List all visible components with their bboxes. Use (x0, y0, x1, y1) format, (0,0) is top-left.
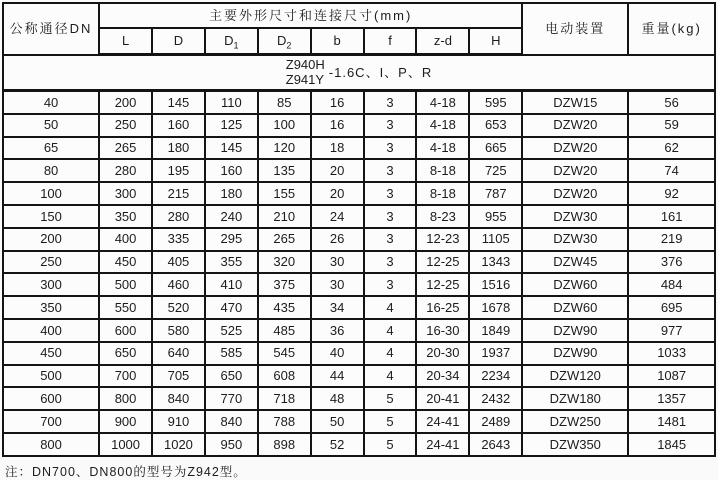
cell-l: 650 (99, 342, 152, 365)
cell-d2: 545 (258, 342, 311, 365)
col-header-d2: $D_2$ (258, 28, 311, 55)
cell-z-d: 16-30 (416, 319, 469, 342)
cell-d1: 240 (205, 205, 258, 228)
table-row (3, 296, 715, 319)
table-row (3, 182, 715, 205)
col-header-f: f (364, 28, 417, 55)
cell-d2: 435 (258, 296, 311, 319)
cell-d1: 125 (205, 114, 258, 137)
cell-weight: 74 (628, 159, 715, 182)
cell-d: 910 (152, 410, 205, 433)
cell-b: 16 (311, 91, 364, 114)
cell-actuator: DZW15 (522, 91, 628, 114)
cell-actuator: DZW20 (522, 114, 628, 137)
cell-d1: 295 (205, 228, 258, 251)
model-code-top: Z940H (285, 56, 325, 72)
cell-dn: 350 (3, 296, 99, 319)
cell-b: 16 (311, 114, 364, 137)
model-designation-row (3, 55, 715, 91)
footnote: 注：DN700、DN800的型号为Z942型。 (5, 464, 247, 479)
cell-d: 145 (152, 91, 205, 114)
cell-b: 50 (311, 410, 364, 433)
table-row (3, 273, 715, 296)
cell-z-d: 20-41 (416, 387, 469, 410)
cell-f: 4 (364, 319, 417, 342)
cell-d1: 180 (205, 182, 258, 205)
cell-h: 1516 (469, 273, 522, 296)
cell-l: 900 (99, 410, 152, 433)
cell-l: 500 (99, 273, 152, 296)
cell-f: 3 (364, 137, 417, 160)
cell-weight: 695 (628, 296, 715, 319)
cell-dn: 600 (3, 387, 99, 410)
cell-d2: 608 (258, 365, 311, 388)
cell-d2: 210 (258, 205, 311, 228)
cell-b: 20 (311, 159, 364, 182)
cell-weight: 484 (628, 273, 715, 296)
table-row (3, 228, 715, 251)
model-code-bottom: Z941Y (285, 71, 325, 87)
cell-d1: 770 (205, 387, 258, 410)
cell-d1: 110 (205, 91, 258, 114)
cell-d: 580 (152, 319, 205, 342)
cell-f: 4 (364, 365, 417, 388)
cell-d2: 898 (258, 433, 311, 456)
cell-d: 180 (152, 137, 205, 160)
cell-z-d: 24-41 (416, 410, 469, 433)
col-header-z-d: z-d (416, 28, 469, 55)
cell-d1: 410 (205, 273, 258, 296)
cell-dn: 700 (3, 410, 99, 433)
cell-z-d: 12-25 (416, 273, 469, 296)
cell-l: 600 (99, 319, 152, 342)
cell-h: 595 (469, 91, 522, 114)
cell-d2: 100 (258, 114, 311, 137)
cell-dn: 200 (3, 228, 99, 251)
cell-d: 460 (152, 273, 205, 296)
cell-l: 800 (99, 387, 152, 410)
cell-h: 665 (469, 137, 522, 160)
cell-d1: 650 (205, 365, 258, 388)
cell-h: 2432 (469, 387, 522, 410)
cell-d: 405 (152, 251, 205, 274)
cell-weight: 977 (628, 319, 715, 342)
cell-weight: 161 (628, 205, 715, 228)
cell-l: 450 (99, 251, 152, 274)
cell-d2: 155 (258, 182, 311, 205)
cell-f: 5 (364, 433, 417, 456)
col-header-actuator: 电动装置 (522, 3, 628, 55)
cell-dn: 65 (3, 137, 99, 160)
cell-h: 1678 (469, 296, 522, 319)
cell-b: 30 (311, 273, 364, 296)
model-codes (286, 58, 325, 88)
col-header-weight: 重量(kg) (628, 3, 715, 55)
cell-dn: 400 (3, 319, 99, 342)
cell-d1: 525 (205, 319, 258, 342)
cell-l: 1000 (99, 433, 152, 456)
cell-d: 195 (152, 159, 205, 182)
cell-d2: 375 (258, 273, 311, 296)
cell-d: 520 (152, 296, 205, 319)
cell-b: 44 (311, 365, 364, 388)
cell-h: 1343 (469, 251, 522, 274)
cell-z-d: 4-18 (416, 114, 469, 137)
cell-actuator: DZW180 (522, 387, 628, 410)
cell-l: 200 (99, 91, 152, 114)
cell-h: 787 (469, 182, 522, 205)
cell-f: 3 (364, 228, 417, 251)
cell-d: 160 (152, 114, 205, 137)
cell-actuator: DZW20 (522, 159, 628, 182)
table-row (3, 342, 715, 365)
table-row (3, 114, 715, 137)
cell-actuator: DZW30 (522, 228, 628, 251)
cell-d: 640 (152, 342, 205, 365)
cell-dn: 300 (3, 273, 99, 296)
col-header-h: H (469, 28, 522, 55)
cell-dn: 50 (3, 114, 99, 137)
cell-z-d: 16-25 (416, 296, 469, 319)
cell-b: 52 (311, 433, 364, 456)
cell-weight: 62 (628, 137, 715, 160)
col-header-d: D (152, 28, 205, 55)
cell-l: 550 (99, 296, 152, 319)
cell-b: 34 (311, 296, 364, 319)
model-designation (286, 58, 433, 88)
cell-d: 335 (152, 228, 205, 251)
cell-d2: 788 (258, 410, 311, 433)
cell-f: 3 (364, 251, 417, 274)
cell-weight: 59 (628, 114, 715, 137)
cell-weight: 376 (628, 251, 715, 274)
table-row (3, 365, 715, 388)
col-group-dimensions: 主要外形尺寸和连接尺寸(mm) (99, 3, 522, 28)
cell-weight: 1357 (628, 387, 715, 410)
cell-weight: 1033 (628, 342, 715, 365)
model-suffix: -1.6C、I、P、R (328, 64, 433, 80)
cell-d1: 355 (205, 251, 258, 274)
cell-h: 2489 (469, 410, 522, 433)
cell-actuator: DZW250 (522, 410, 628, 433)
cell-dn: 150 (3, 205, 99, 228)
valve-dimensions-table (2, 2, 716, 457)
cell-f: 3 (364, 159, 417, 182)
cell-z-d: 12-23 (416, 228, 469, 251)
cell-b: 24 (311, 205, 364, 228)
cell-l: 300 (99, 182, 152, 205)
cell-d: 705 (152, 365, 205, 388)
cell-b: 40 (311, 342, 364, 365)
cell-dn: 100 (3, 182, 99, 205)
cell-z-d: 12-25 (416, 251, 469, 274)
model-designation-cell (3, 55, 715, 91)
cell-f: 3 (364, 182, 417, 205)
cell-f: 3 (364, 273, 417, 296)
col-header-dn: 公称通径DN (3, 3, 99, 55)
table-row (3, 387, 715, 410)
cell-d2: 718 (258, 387, 311, 410)
cell-dn: 450 (3, 342, 99, 365)
table-row (3, 137, 715, 160)
cell-d: 215 (152, 182, 205, 205)
cell-f: 3 (364, 114, 417, 137)
cell-actuator: DZW30 (522, 205, 628, 228)
cell-d1: 950 (205, 433, 258, 456)
table-row (3, 91, 715, 114)
cell-f: 5 (364, 410, 417, 433)
cell-h: 2643 (469, 433, 522, 456)
cell-actuator: DZW45 (522, 251, 628, 274)
cell-z-d: 4-18 (416, 91, 469, 114)
cell-b: 48 (311, 387, 364, 410)
cell-weight: 1481 (628, 410, 715, 433)
cell-d2: 485 (258, 319, 311, 342)
cell-d2: 120 (258, 137, 311, 160)
cell-z-d: 8-18 (416, 159, 469, 182)
cell-weight: 56 (628, 91, 715, 114)
cell-z-d: 24-41 (416, 433, 469, 456)
cell-h: 1937 (469, 342, 522, 365)
cell-d: 840 (152, 387, 205, 410)
cell-dn: 40 (3, 91, 99, 114)
cell-actuator: DZW120 (522, 365, 628, 388)
cell-f: 4 (364, 296, 417, 319)
cell-l: 400 (99, 228, 152, 251)
cell-d: 280 (152, 205, 205, 228)
cell-dn: 500 (3, 365, 99, 388)
cell-actuator: DZW90 (522, 342, 628, 365)
cell-z-d: 8-23 (416, 205, 469, 228)
cell-b: 18 (311, 137, 364, 160)
cell-d1: 470 (205, 296, 258, 319)
cell-d2: 320 (258, 251, 311, 274)
cell-d2: 135 (258, 159, 311, 182)
cell-d2: 85 (258, 91, 311, 114)
cell-l: 265 (99, 137, 152, 160)
cell-h: 955 (469, 205, 522, 228)
cell-b: 36 (311, 319, 364, 342)
cell-d1: 585 (205, 342, 258, 365)
cell-actuator: DZW90 (522, 319, 628, 342)
table-row (3, 251, 715, 274)
cell-h: 1105 (469, 228, 522, 251)
cell-l: 700 (99, 365, 152, 388)
cell-weight: 1845 (628, 433, 715, 456)
cell-f: 3 (364, 205, 417, 228)
table-row (3, 205, 715, 228)
cell-d1: 840 (205, 410, 258, 433)
cell-z-d: 20-30 (416, 342, 469, 365)
cell-actuator: DZW350 (522, 433, 628, 456)
cell-z-d: 20-34 (416, 365, 469, 388)
col-header-d1: $D_1$ (205, 28, 258, 55)
table-row (3, 410, 715, 433)
cell-f: 5 (364, 387, 417, 410)
cell-weight: 219 (628, 228, 715, 251)
table-row (3, 159, 715, 182)
cell-actuator: DZW60 (522, 296, 628, 319)
cell-l: 250 (99, 114, 152, 137)
table-row (3, 433, 715, 456)
cell-f: 3 (364, 91, 417, 114)
col-header-b: b (311, 28, 364, 55)
cell-d2: 265 (258, 228, 311, 251)
cell-h: 725 (469, 159, 522, 182)
cell-dn: 80 (3, 159, 99, 182)
cell-z-d: 4-18 (416, 137, 469, 160)
cell-dn: 250 (3, 251, 99, 274)
cell-l: 280 (99, 159, 152, 182)
cell-b: 26 (311, 228, 364, 251)
cell-weight: 1087 (628, 365, 715, 388)
cell-l: 350 (99, 205, 152, 228)
cell-z-d: 8-18 (416, 182, 469, 205)
cell-h: 653 (469, 114, 522, 137)
cell-f: 4 (364, 342, 417, 365)
cell-h: 2234 (469, 365, 522, 388)
cell-d1: 160 (205, 159, 258, 182)
cell-actuator: DZW20 (522, 137, 628, 160)
cell-actuator: DZW60 (522, 273, 628, 296)
table-row (3, 319, 715, 342)
cell-actuator: DZW20 (522, 182, 628, 205)
cell-b: 30 (311, 251, 364, 274)
col-header-l: L (99, 28, 152, 55)
cell-b: 20 (311, 182, 364, 205)
cell-dn: 800 (3, 433, 99, 456)
cell-d: 1020 (152, 433, 205, 456)
cell-h: 1849 (469, 319, 522, 342)
cell-weight: 92 (628, 182, 715, 205)
cell-d1: 145 (205, 137, 258, 160)
